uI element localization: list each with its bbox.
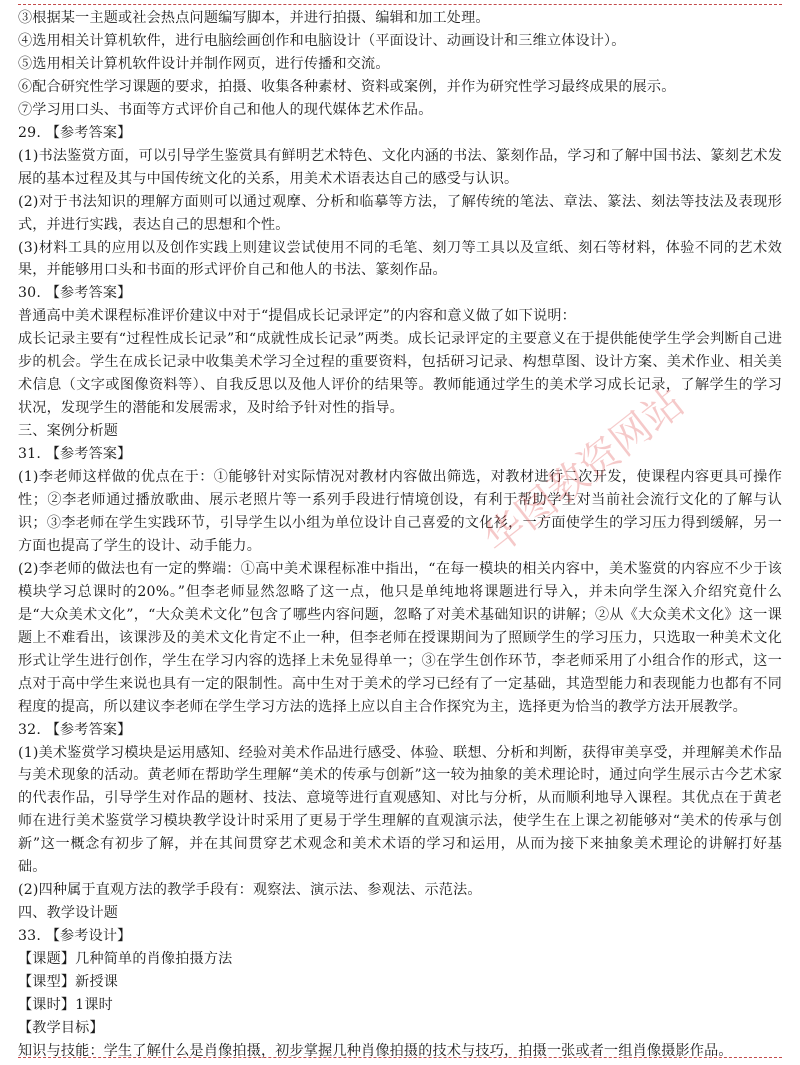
paragraph: (2)李老师的做法也有一定的弊端：①高中美术课程标准中指出，“在每一模块的相关内容中，美术鉴赏的内容应不少于该模块学习总课时的20%。”但李老师显然忽略了这一点，他只是单纯地将课题进行导入，并未向学生深入介绍究竟什么是“大众美术文化”，“大众美术文化”包含了哪些内容问题，忽略了对美术基础知识的讲解；②从《大众美术文化》这一课题上不难看出，该课涉及的美术文化肯定不止一种，但李老师在授课期间为了照顾学生的学习压力，只选取一种美术文化形式让学生进行创作，学生在学习内容的选择上未免显得单一；③在学生创作环节，李老师采用了小组合作的形式，这一点对于高中学生来说也具有一定的限制性。高中生对于美术的学习已经有了一定基础，其造型能力和表现能力也都有不同程度的提高，所以建议李老师在学生学习方法的选择上应以自主合作探究为主，选择更为恰当的教学方法开展教学。	[18, 560, 782, 715]
section-heading: 三、案例分析题	[18, 423, 119, 440]
paragraph: (1)书法鉴赏方面，可以引导学生鉴赏具有鲜明艺术特色、文化内涵的书法、篆刻作品，学习和了解中国书法、篆刻艺术发展的基本过程及其与中国传统文化的关系，用美术术语表达自己的感受与认识。	[18, 147, 782, 187]
top-divider	[18, 4, 782, 5]
paragraph: (2)对于书法知识的理解方面则可以通过观摩、分析和临摹等方法，了解传统的笔法、章法、篆法、刻法等技法及表现形式，并进行实践，表达自己的思想和个性。	[18, 193, 782, 233]
paragraph: 知识与技能：学生了解什么是肖像拍摄，初步掌握几种肖像拍摄的技术与技巧，拍摄一张或者一组肖像摄影作品。	[18, 1042, 733, 1059]
question-heading: 31. 【参考答案】	[18, 446, 132, 463]
paragraph: ⑥配合研究性学习课题的要求，拍摄、收集各种素材、资料或案例，并作为研究性学习最终成果的展示。	[18, 78, 676, 95]
question-heading: 30. 【参考答案】	[18, 285, 132, 302]
lesson-field: 【课型】新授课	[18, 974, 119, 991]
question-heading: 32. 【参考答案】	[18, 721, 132, 738]
paragraph: 成长记录主要有“过程性成长记录”和“成就性成长记录”两类。成长记录评定的主要意义在于提供能使学生学会判断自己进步的机会。学生在成长记录中收集美术学习全过程的重要资料，包括研习记录、构想草图、设计方案、美术作业、相关美术信息（文字或图像资料等）、自我反思以及他人评价的结果等。教师能通过学生的美术学习成长记录，了解学生的学习状况，发现学生的潜能和发展需求，及时给予针对性的指导。	[18, 331, 782, 417]
paragraph: (3)材料工具的应用以及创作实践上则建议尝试使用不同的毛笔、刻刀等工具以及宣纸、刻石等材料，体验不同的艺术效果，并能够用口头和书面的形式评价自己和他人的书法、篆刻作品。	[18, 239, 782, 279]
watermark: 华图教资网站	[475, 379, 693, 564]
paragraph: (1)美术鉴赏学习模块是运用感知、经验对美术作品进行感受、体验、联想、分析和判断，获得审美享受，并理解美术作品与美术现象的活动。黄老师在帮助学生理解“美术的传承与创新”这一较为抽象的美术理论时，通过向学生展示古今艺术家的代表作品，引导学生对作品的题材、技法、意境等进行直观感知、对比与分析，从而顺利地导入课程。其优点在于黄老师在进行美术鉴赏学习模块教学设计时采用了更易于学生理解的直观演示法，使学生在上课之初能够对“美术的传承与创新”这一概念有初步了解，并在其间贯穿艺术观念和美术术语的学习和运用，从而为接下来抽象美术理论的讲解打好基础。	[18, 744, 782, 876]
paragraph: ④选用相关计算机软件，进行电脑绘画创作和电脑设计（平面设计、动画设计和三维立体设计）。	[18, 32, 626, 49]
section-heading: 四、教学设计题	[18, 905, 119, 922]
lesson-field: 【课时】1课时	[18, 996, 113, 1013]
document-body	[18, 7, 782, 1063]
lesson-field: 【课题】几种简单的肖像拍摄方法	[18, 951, 233, 968]
paragraph: ⑤选用相关计算机软件设计并制作网页，进行传播和交流。	[18, 55, 390, 72]
paragraph: (2)四种属于直观方法的教学手段有：观察法、演示法、参观法、示范法。	[18, 882, 482, 899]
paragraph: ⑦学习用口头、书面等方式评价自己和他人的现代媒体艺术作品。	[18, 101, 433, 118]
question-heading: 33. 【参考设计】	[18, 928, 132, 945]
question-heading: 29. 【参考答案】	[18, 124, 132, 141]
paragraph: ③根据某一主题或社会热点问题编写脚本，并进行拍摄、编辑和加工处理。	[18, 10, 490, 26]
lesson-field: 【教学目标】	[18, 1019, 104, 1036]
paragraph: (1)李老师这样做的优点在于：①能够针对实际情况对教材内容做出筛选，对教材进行二次开发，使课程内容更具可操作性；②李老师通过播放歌曲、展示老照片等一系列手段进行情境创设，有利于帮助学生对当前社会流行文化的了解与认识；③李老师在学生实践环节，引导学生以小组为单位设计自己喜爱的文化衫，一方面使学生的学习压力得到缓解，另一方面也提高了学生的设计、动手能力。	[18, 469, 782, 554]
paragraph: 普通高中美术课程标准评价建议中对于“提倡成长记录评定”的内容和意义做了如下说明：	[18, 308, 576, 325]
bottom-divider	[18, 1057, 782, 1058]
